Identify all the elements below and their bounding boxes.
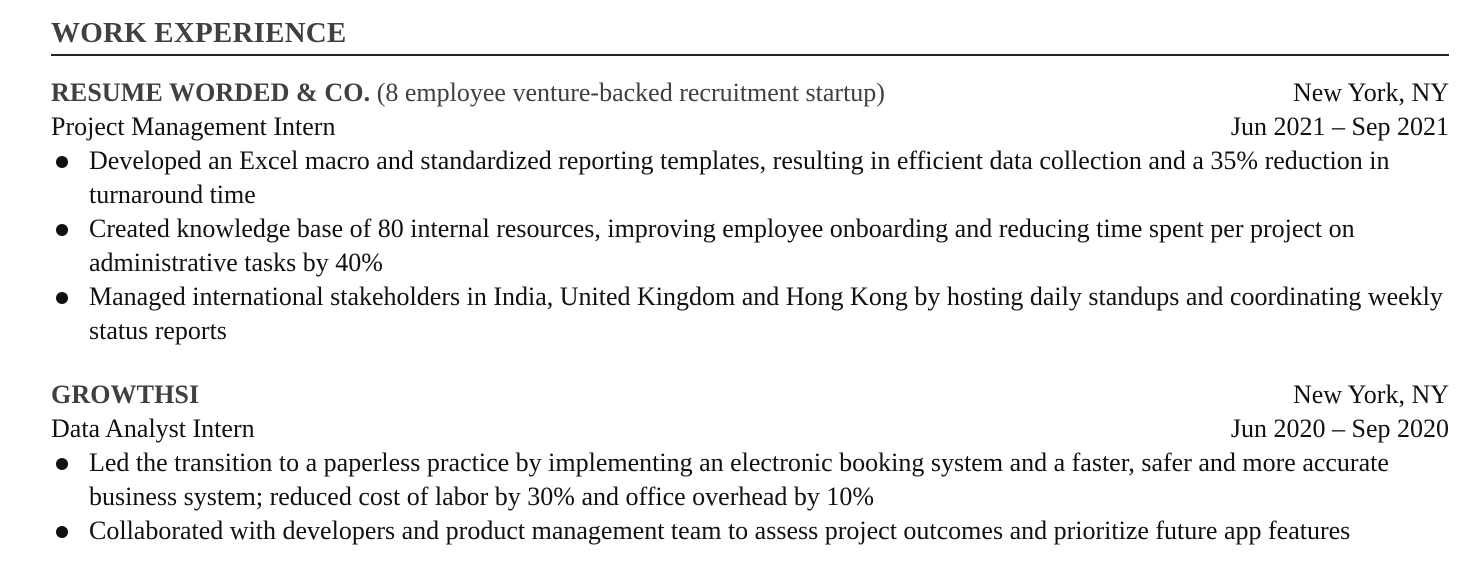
bullet-text: Created knowledge base of 80 internal resources, improving employee onboarding and reducing time spent per project on administrative tasks by 40% (89, 214, 1355, 277)
job-entry (51, 378, 1449, 548)
job-location: New York, NY (1292, 380, 1449, 409)
company-name: RESUME WORDED & CO. (51, 78, 371, 107)
job-location: New York, NY (1292, 78, 1449, 107)
bullet-item (51, 514, 1449, 548)
job-dates: Jun 2021 – Sep 2021 (1230, 112, 1449, 141)
bullet-text: Led the transition to a paperless practice by implementing an electronic booking system and a faster, safer and more accurate business system; reduced cost of labor by 30% and office overhead by 10% (89, 448, 1389, 511)
job-header-row (51, 76, 1449, 110)
section-title: WORK EXPERIENCE (51, 17, 347, 49)
company-name: GROWTHSI (51, 380, 200, 409)
bullet-icon (56, 526, 68, 538)
job-dates: Jun 2020 – Sep 2020 (1230, 414, 1449, 443)
bullet-text: Collaborated with developers and product management team to assess project outcomes and prioritize future app features (89, 516, 1351, 545)
bullet-icon (56, 292, 68, 304)
section-divider (51, 54, 1449, 56)
bullet-icon (56, 224, 68, 236)
bullet-icon (56, 458, 68, 470)
bullet-item (51, 446, 1449, 514)
job-bullets (51, 446, 1449, 548)
bullet-item (51, 144, 1449, 212)
company-line (51, 378, 199, 412)
bullet-text: Managed international stakeholders in India, United Kingdom and Hong Kong by hosting daily standups and coordinating weekly status reports (89, 282, 1443, 345)
bullet-text: Developed an Excel macro and standardized reporting templates, resulting in efficient data collection and a 35% reduction in turnaround time (89, 146, 1390, 209)
job-role-row (51, 110, 1449, 144)
job-entry (51, 76, 1449, 348)
company-description: (8 employee venture-backed recruitment startup) (376, 78, 885, 107)
bullet-item (51, 280, 1449, 348)
job-role: Project Management Intern (51, 112, 336, 141)
company-line (51, 76, 885, 110)
job-bullets (51, 144, 1449, 348)
bullet-item (51, 212, 1449, 280)
job-header-row (51, 378, 1449, 412)
job-role: Data Analyst Intern (51, 414, 255, 443)
job-role-row (51, 412, 1449, 446)
bullet-icon (56, 156, 68, 168)
